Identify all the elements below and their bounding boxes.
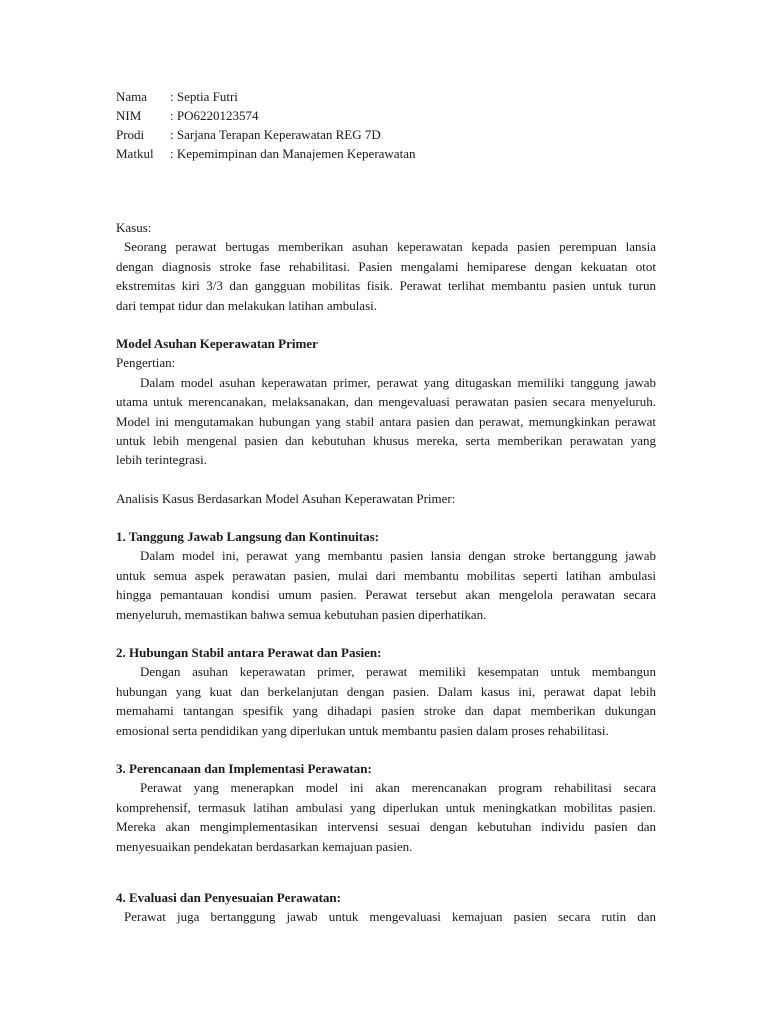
student-info [116, 87, 656, 163]
case-line: Seorang perawat bertugas memberikan asuhan keperawatan kepada pasien perempuan lansia [124, 239, 656, 255]
case-line: dari tempat tidur dan melakukan latihan ambulasi. [116, 297, 378, 313]
info-row-nim [116, 106, 656, 125]
info-label: Prodi [116, 127, 145, 142]
model-line: utama untuk merencanakan, melaksanakan, dan mengevaluasi perawatan pasien secara menyeluruh. [116, 394, 656, 410]
info-value: : Sarjana Terapan Keperawatan REG 7D [170, 127, 381, 142]
info-label: Nama [116, 89, 148, 104]
section-line: Perawat yang menerapkan model ini akan merencanakan program rehabilitasi secara [140, 780, 656, 796]
model-subtitle: Pengertian: [116, 355, 176, 371]
analysis-title: Analisis Kasus Berdasarkan Model Asuhan Keperawatan Primer: [116, 490, 456, 506]
info-row-matkul [116, 144, 656, 163]
case-section [116, 218, 656, 315]
section-line: hubungan yang kuat dan berkelanjutan dengan pasien. Dalam kasus ini, perawat dapat lebih [116, 683, 656, 699]
info-value: : Septia Futri [170, 89, 238, 104]
model-line: Dalam model asuhan keperawatan primer, perawat yang ditugaskan memiliki tanggung jawab [140, 374, 656, 390]
section-line: untuk semua aspek perawatan pasien, mulai dari membantu mobilitas seperti latihan ambulasi [116, 567, 656, 583]
section-line: Mereka akan mengimplementasikan intervensi sesuai dengan kebutuhan individu pasien dan [116, 819, 656, 835]
model-title: Model Asuhan Keperawatan Primer [116, 335, 318, 351]
section-line: Dalam model ini, perawat yang membantu pasien lansia dengan stroke bertanggung jawab [140, 548, 656, 564]
section-line: menyeluruh, memastikan bahwa semua kebutuhan pasien diperhatikan. [116, 606, 487, 622]
info-value: : PO6220123574 [170, 108, 259, 123]
section-title: 1. Tanggung Jawab Langsung dan Kontinuitas: [116, 529, 380, 545]
info-label: Matkul [116, 146, 154, 161]
section-line: emosional serta pendidikan yang diperlukan untuk membantu pasien dalam proses rehabilitasi. [116, 722, 609, 738]
model-section [116, 334, 656, 470]
section-title: 2. Hubungan Stabil antara Perawat dan Pasien: [116, 645, 382, 661]
info-row-prodi [116, 125, 656, 144]
info-row-nama [116, 87, 656, 106]
section-line: Dengan asuhan keperawatan primer, perawat memiliki kesempatan untuk membangun [140, 664, 656, 680]
section-3 [116, 759, 656, 856]
model-line: Model ini mengutamakan hubungan yang stabil antara pasien dan perawat, memungkinkan perawat [116, 413, 656, 429]
section-line: hingga pemantauan kondisi umum pasien. Perawat tersebut akan mengelola perawatan secara [116, 587, 656, 603]
section-line: memahami tantangan spesifik yang dihadapi pasien stroke dan dapat memberikan dukungan [116, 703, 656, 719]
section-title: 3. Perencanaan dan Implementasi Perawatan: [116, 760, 372, 776]
info-value: : Kepemimpinan dan Manajemen Keperawatan [170, 146, 416, 161]
document-page [116, 87, 656, 927]
section-1 [116, 527, 656, 624]
case-title: Kasus: [116, 220, 152, 235]
section-4 [116, 888, 656, 927]
info-label: NIM [116, 108, 142, 123]
section-line: menyesuaikan pendekatan berdasarkan kemajuan pasien. [116, 838, 413, 854]
model-line: lebih terintegrasi. [116, 452, 207, 468]
section-2 [116, 643, 656, 740]
section-line: Perawat juga bertanggung jawab untuk mengevaluasi kemajuan pasien secara rutin dan [124, 909, 656, 925]
section-line: komprehensif, termasuk latihan ambulasi yang diperlukan untuk meningkatkan mobilitas pasien. [116, 799, 656, 815]
case-line: dengan diagnosis stroke fase rehabilitasi. Pasien mengalami hemiparese dengan kekuatan otot [116, 258, 656, 274]
section-title: 4. Evaluasi dan Penyesuaian Perawatan: [116, 889, 341, 905]
case-line: ekstremitas kiri 3/3 dan gangguan mobilitas fisik. Perawat terlihat membantu pasien untuk turun [116, 278, 656, 294]
model-line: untuk lebih mengenal pasien dan kebutuhan khusus mereka, serta memberikan perawatan yang [116, 432, 656, 448]
